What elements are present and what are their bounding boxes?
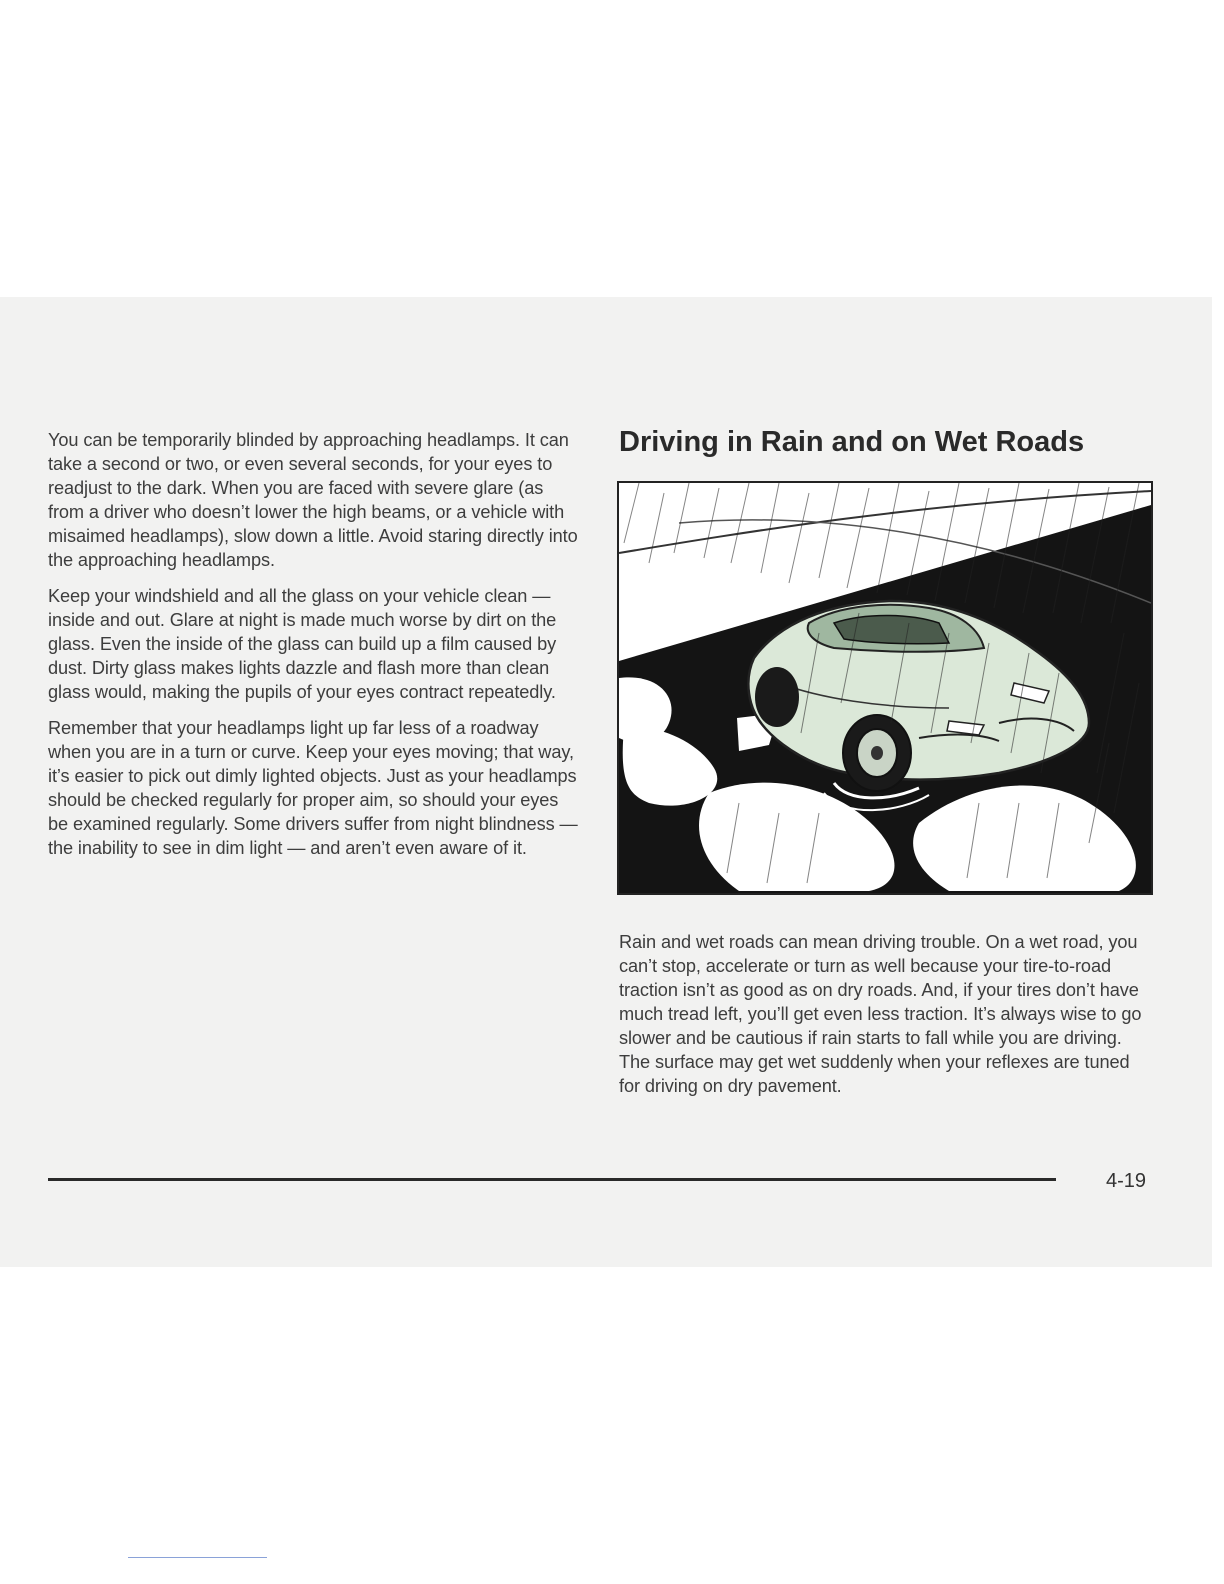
paragraph-night-blindness: Remember that your headlamps light up far less of a roadway when you are in a turn or curve. Keep your eyes moving; that way, it’s easier to pick out dimly lighted objects. Just as your headlamps should be checked regularly for proper aim, so should your eyes be examined regularly. Some drivers suffer from night blindness — the inability to see in dim light — and aren’t even aware of it. bbox=[48, 718, 578, 858]
illustration-svg bbox=[619, 483, 1151, 893]
footer-rule bbox=[48, 1178, 1056, 1181]
car-in-rain-illustration bbox=[617, 481, 1153, 895]
right-column bbox=[619, 930, 1149, 1110]
paragraph-rain-wet-roads: Rain and wet roads can mean driving trouble. On a wet road, you can’t stop, accelerate or turn as well because your tire-to-road traction isn’t as good as on dry roads. And, if your tires don’t have much tread left, you’ll get even less traction. It’s always wise to go slower and be cautious if rain starts to fall while you are driving. The surface may get wet suddenly when your reflexes are tuned for driving on dry pavement. bbox=[619, 932, 1142, 1096]
page-number: 4-19 bbox=[1106, 1170, 1147, 1192]
left-column bbox=[48, 428, 583, 872]
paragraph-headlamp-glare: You can be temporarily blinded by approaching headlamps. It can take a second or two, or even several seconds, for your eyes to readjust to the dark. When you are faced with severe glare (as from a driver who doesn’t lower the high beams, or a vehicle with misaimed headlamps), slow down a little. Avoid staring directly into the approaching headlamps. bbox=[48, 430, 578, 570]
paragraph-clean-glass: Keep your windshield and all the glass on your vehicle clean — inside and out. Glare at night is made much worse by dirt on the glass. Even the inside of the glass can build up a film caused by dust. Dirty glass makes lights dazzle and flash more than clean glass would, making the pupils of your eyes contract repeatedly. bbox=[48, 586, 557, 702]
section-heading: Driving in Rain and on Wet Roads bbox=[619, 426, 1085, 458]
bottom-divider bbox=[128, 1557, 267, 1558]
